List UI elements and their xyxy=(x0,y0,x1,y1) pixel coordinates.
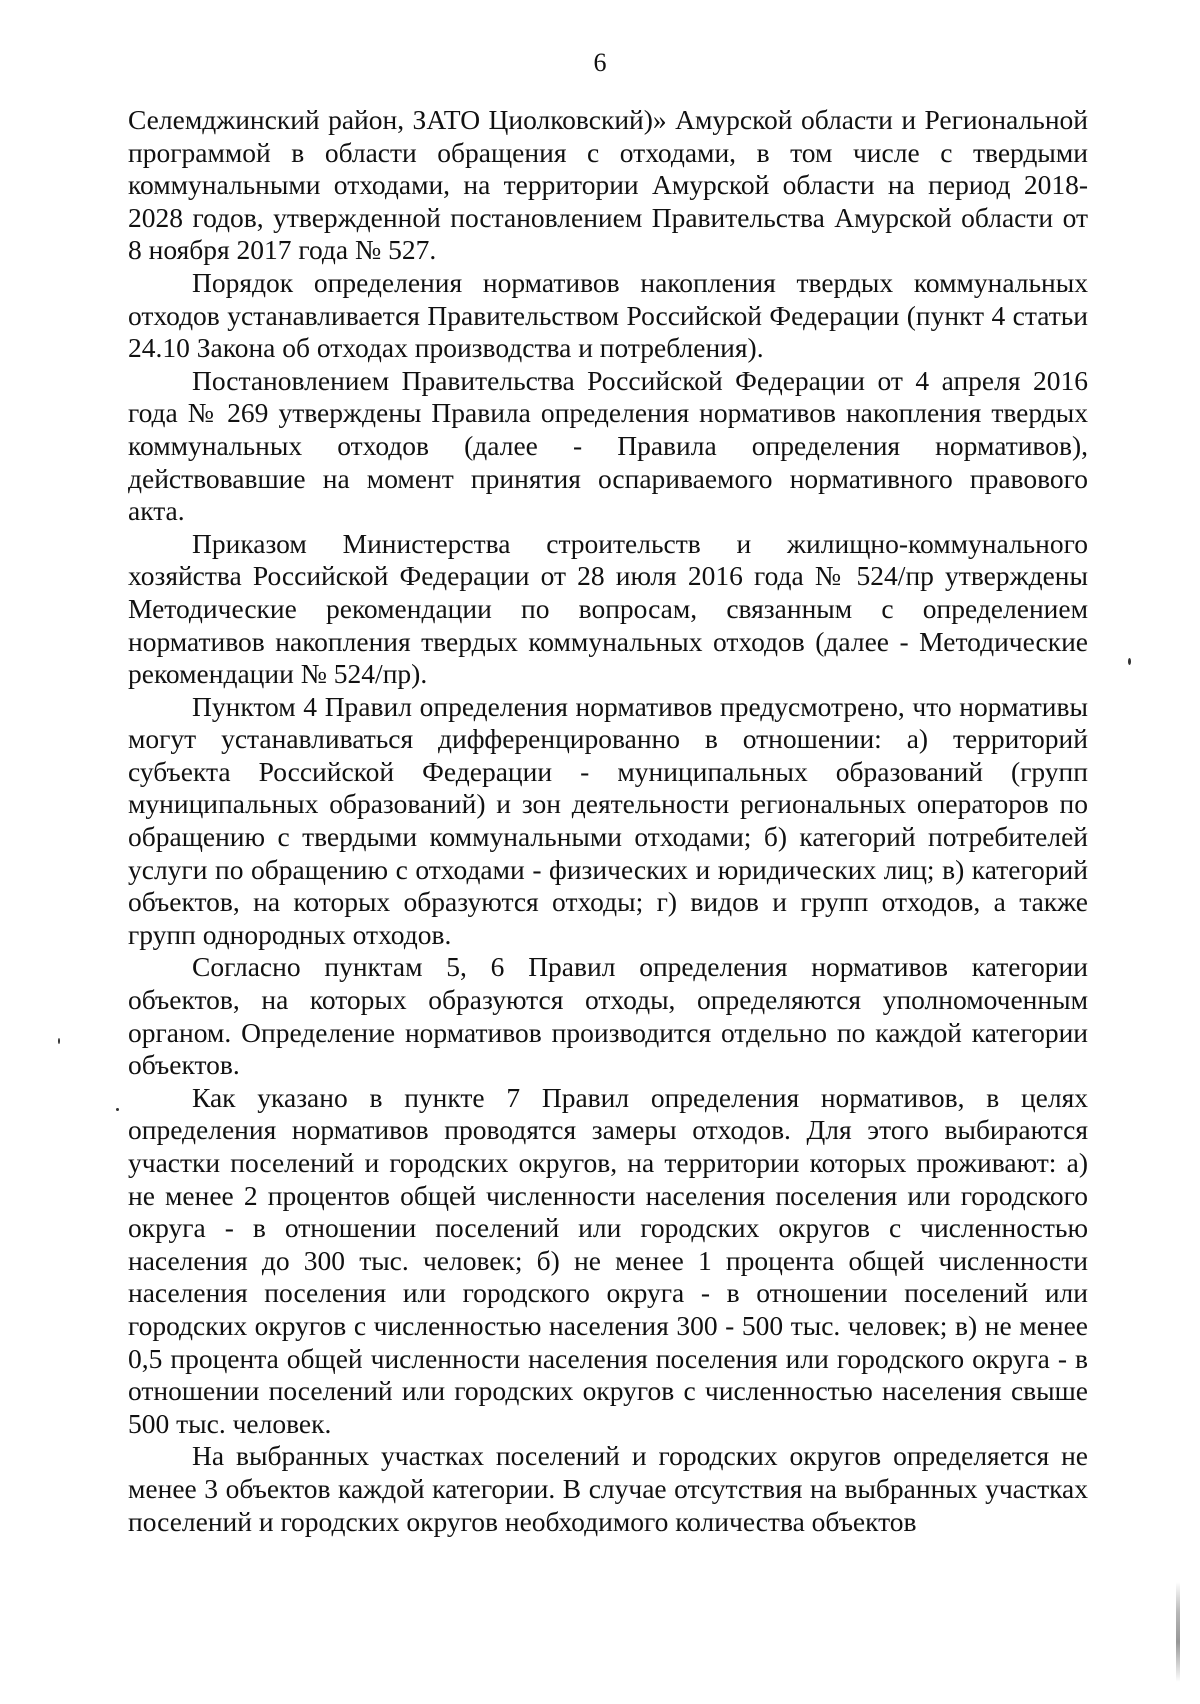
paragraph-ministry-order: Приказом Министерства строительств и жилищно-коммунального хозяйства Российской Федерации от 28 июля 2016 года № 524/пр утверждены Методические рекомендации по вопросам, связанным с определением нормативов накопления твердых коммунальных отходов (далее - Методические рекомендации № 524/пр). xyxy=(128,527,1088,690)
paragraph-continuation: Селемджинский район, ЗАТО Циолковский)» Амурской области и Региональной программой в области обращения с отходами, в том числе с твердыми коммунальными отходами, на территории Амурской области на период 2018-2028 годов, утвержденной постановлением Правительства Амурской области от 8 ноября 2017 года № 527. xyxy=(128,104,1088,266)
scan-edge-mark xyxy=(1176,1582,1180,1682)
paragraph-government-resolution: Постановлением Правительства Российской Федерации от 4 апреля 2016 года № 269 утверждены Правила определения нормативов накопления твердых коммунальных отходов (далее - Правила определения нормативов), действовавшие на момент принятия оспариваемого нормативного правового акта. xyxy=(128,364,1088,527)
scan-speck xyxy=(1128,658,1131,665)
scan-speck xyxy=(116,1108,119,1111)
paragraph-object-categories: Согласно пунктам 5, 6 Правил определения нормативов категории объектов, на которых образуются отходы, определяются уполномоченным органом. Определение нормативов производится отдельно по каждой категории объектов. xyxy=(128,951,1088,1081)
paragraph-order-procedure: Порядок определения нормативов накопления твердых коммунальных отходов устанавливается Правительством Российской Федерации (пункт 4 статьи 24.10 Закона об отходах производства и потребления). xyxy=(128,266,1088,364)
paragraph-differentiation: Пунктом 4 Правил определения нормативов предусмотрено, что нормативы могут устанавливаться дифференцированно в отношении: а) территорий субъекта Российской Федерации - муниципальных образований (групп муниципальных образований) и зон деятельности региональных операторов по обращению с твердыми коммунальными отходами; б) категорий потребителей услуги по обращению с отходами - физических и юридических лиц; в) категорий объектов, на которых образуются отходы; г) видов и групп отходов, а также групп однородных отходов. xyxy=(128,690,1088,950)
scan-speck xyxy=(58,1038,60,1044)
document-body xyxy=(128,104,1088,1538)
paragraph-selected-sites: На выбранных участках поселений и городских округов определяется не менее 3 объектов каждой категории. В случае отсутствия на выбранных участках поселений и городских округов необходимого количества объектов xyxy=(128,1440,1088,1537)
paragraph-waste-measurements: Как указано в пункте 7 Правил определения нормативов, в целях определения нормативов проводятся замеры отходов. Для этого выбираются участки поселений и городских округов, на территории которых проживают: а) не менее 2 процентов общей численности населения поселения или городского округа - в отношении поселений или городских округов с численностью населения до 300 тыс. человек; б) не менее 1 процента общей численности населения поселения или городского округа - в отношении поселений или городских округов с численностью населения 300 - 500 тыс. человек; в) не менее 0,5 процента общей численности населения поселения или городского округа - в отношении поселений или городских округов с численностью населения свыше 500 тыс. человек. xyxy=(128,1081,1088,1439)
page-number: 6 xyxy=(593,48,607,77)
